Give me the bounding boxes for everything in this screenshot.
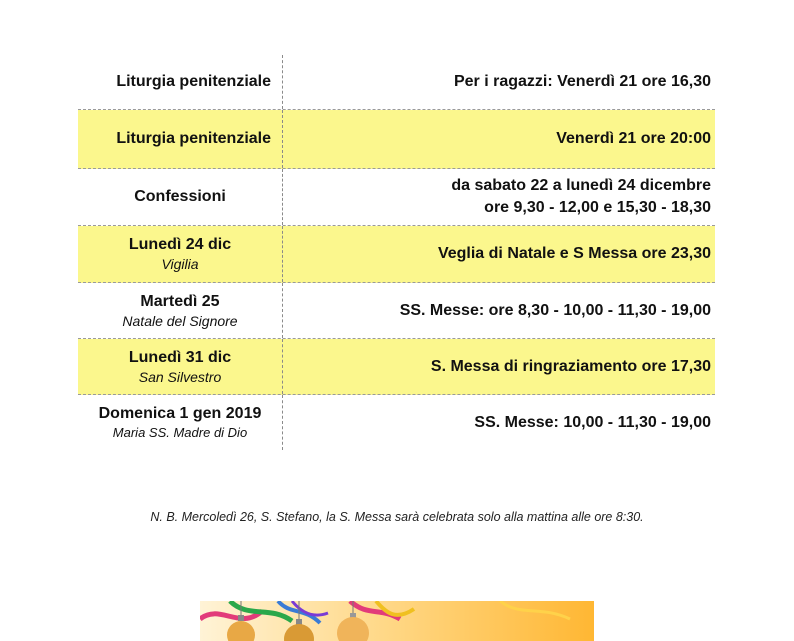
event-title: Lunedì 31 dic — [128, 348, 232, 366]
schedule-row-new-years-eve — [78, 339, 715, 395]
footnote: N. B. Mercoledì 26, S. Stefano, la S. Messa sarà celebrata solo alla mattina alle ore 8:30. — [150, 510, 644, 524]
schedule-row-christmas-eve — [78, 226, 715, 283]
time-text: Per i ragazzi: Venerdì 21 ore 16,30 — [453, 73, 711, 90]
time-text: S. Messa di ringraziamento ore 17,30 — [430, 357, 711, 375]
event-subtitle: San Silvestro — [138, 368, 222, 385]
time-cell — [283, 226, 715, 282]
schedule-row-penitential-youth — [78, 55, 715, 110]
event-title: Liturgia penitenziale — [116, 73, 271, 90]
schedule-table — [78, 55, 715, 450]
event-title: Martedì 25 — [140, 292, 220, 310]
schedule-row-new-years-day — [78, 395, 715, 450]
time-cell — [283, 395, 715, 450]
event-cell — [78, 395, 283, 450]
time-text: Veglia di Natale e S Messa ore 23,30 — [437, 245, 711, 262]
ornaments-icon — [200, 601, 594, 641]
event-subtitle: Vigilia — [161, 256, 199, 272]
event-subtitle: Maria SS. Madre di Dio — [112, 424, 248, 440]
christmas-decoration-image — [200, 601, 594, 641]
time-text-line-1: da sabato 22 a lunedì 24 dicembre — [451, 177, 711, 194]
event-title: Confessioni — [134, 188, 226, 205]
schedule-row-penitential-evening — [78, 110, 715, 169]
event-title: Lunedì 24 dic — [128, 236, 232, 253]
time-text-line-2: ore 9,30 - 12,00 e 15,30 - 18,30 — [484, 199, 711, 216]
time-cell — [283, 339, 715, 394]
schedule-row-confessions — [78, 169, 715, 226]
event-title: Liturgia penitenziale — [116, 130, 271, 147]
time-cell — [283, 169, 715, 225]
event-title: Domenica 1 gen 2019 — [98, 404, 262, 422]
event-subtitle: Natale del Signore — [122, 312, 238, 329]
time-cell — [283, 55, 715, 109]
event-cell — [78, 110, 283, 168]
event-cell — [78, 226, 283, 282]
schedule-row-christmas-day — [78, 283, 715, 339]
event-cell — [78, 169, 283, 225]
time-cell — [283, 110, 715, 168]
time-text: SS. Messe: ore 8,30 - 10,00 - 11,30 - 19,00 — [399, 301, 711, 319]
time-cell — [283, 283, 715, 338]
event-cell — [78, 55, 283, 109]
time-text: Venerdì 21 ore 20:00 — [556, 130, 711, 147]
event-cell — [78, 339, 283, 394]
event-cell — [78, 283, 283, 338]
time-text: SS. Messe: 10,00 - 11,30 - 19,00 — [474, 413, 711, 431]
